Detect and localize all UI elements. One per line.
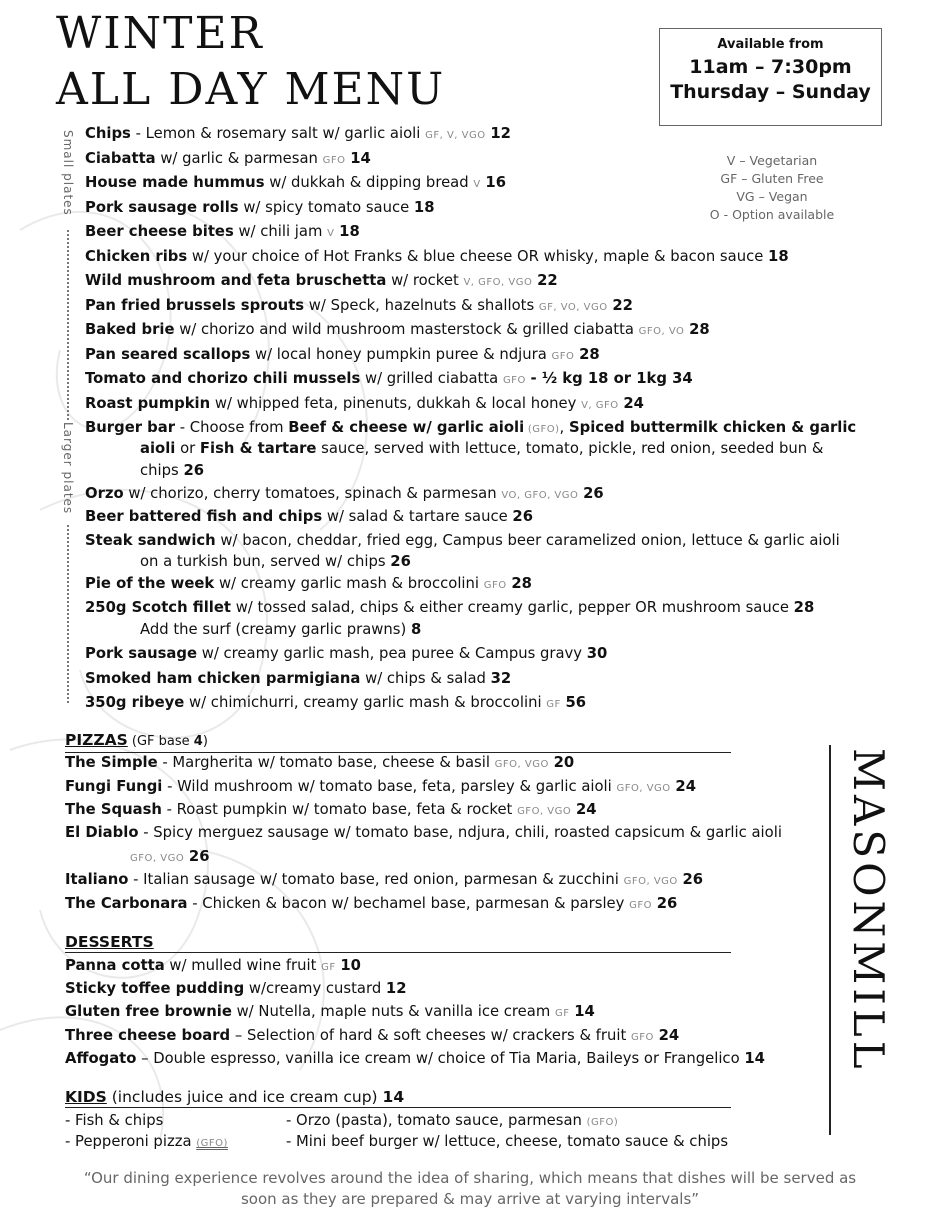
menu-item-scotch-fillet: 250g Scotch fillet w/ tossed salad, chips & either creamy garlic, pepper OR mushroom sauce 28 <box>85 599 815 616</box>
kids-item: - Mini beef burger w/ lettuce, cheese, tomato sauce & chips <box>286 1133 729 1150</box>
dessert-item: Sticky toffee pudding w/creamy custard 12 <box>65 980 407 997</box>
quote-line1: “Our dining experience revolves around the idea of sharing, which means that dishes will be served as <box>83 1169 857 1187</box>
sharing-quote <box>60 1168 880 1210</box>
legend-item: GF – Gluten Free <box>720 171 824 186</box>
logo-text: MASONMILL <box>844 748 893 1073</box>
small-plates-dots <box>67 230 69 420</box>
menu-item: Baked brie w/ chorizo and wild mushroom masterstock & grilled ciabatta GFO, VO 28 <box>85 321 710 338</box>
menu-item: Ciabatta w/ garlic & parmesan GFO 14 <box>85 150 371 167</box>
menu-item: Pan fried brussels sprouts w/ Speck, hazelnuts & shallots GF, VO, VGO 22 <box>85 297 633 314</box>
menu-item: Pork sausage w/ creamy garlic mash, pea puree & Campus gravy 30 <box>85 645 608 662</box>
menu-item-steak-sandwich-line2: on a turkish bun, served w/ chips 26 <box>140 553 411 570</box>
pizza-item: Italiano - Italian sausage w/ tomato base, red onion, parmesan & zucchini GFO, VGO 26 <box>65 871 704 888</box>
larger-plates-dots <box>67 525 69 703</box>
desserts-heading: DESSERTS <box>65 932 731 953</box>
menu-item: Beer cheese bites w/ chili jam V 18 <box>85 223 360 240</box>
menu-item-burger-bar: Burger bar - Choose from Beef & cheese w/ garlic aioli (GFO), Spiced buttermilk chicken & garlic <box>85 419 857 436</box>
kids-item: - Fish & chips <box>65 1112 164 1129</box>
menu-item-pie: Pie of the week w/ creamy garlic mash & broccolini GFO 28 <box>85 575 532 592</box>
menu-item-scotch-fillet-addon: Add the surf (creamy garlic prawns) 8 <box>140 621 422 638</box>
menu-item: Chicken ribs w/ your choice of Hot Franks & blue cheese OR whisky, maple & bacon sauce 18 <box>85 248 789 265</box>
menu-item: Orzo w/ chorizo, cherry tomatoes, spinach & parmesan VO, GFO, VGO 26 <box>85 485 604 502</box>
legend-item: V – Vegetarian <box>726 153 818 168</box>
kids-item: - Pepperoni pizza (GFO) <box>65 1133 228 1150</box>
menu-item: Wild mushroom and feta bruschetta w/ rocket V, GFO, VGO 22 <box>85 272 558 289</box>
menu-item-burger-bar-line2: aioli or Fish & tartare sauce, served with lettuce, tomato, pickle, red onion, seeded bun & <box>140 440 824 457</box>
menu-item: Smoked ham chicken parmigiana w/ chips & salad 32 <box>85 670 512 687</box>
quote-line2: soon as they are prepared & may arrive at varying intervals” <box>240 1190 700 1208</box>
menu-item: Beer battered fish and chips w/ salad & tartare sauce 26 <box>85 508 534 525</box>
dessert-item: Three cheese board – Selection of hard & soft cheeses w/ crackers & fruit GFO 24 <box>65 1027 680 1044</box>
menu-title-line2: ALL DAY MENU <box>56 64 446 115</box>
larger-plates-label: Larger plates <box>61 422 75 515</box>
availability-box <box>659 28 882 126</box>
pizza-item: The Simple - Margherita w/ tomato base, cheese & basil GFO, VGO 20 <box>65 754 575 771</box>
dietary-legend <box>690 152 854 224</box>
pizza-item: Fungi Fungi - Wild mushroom w/ tomato base, feta, parsley & garlic aioli GFO, VGO 24 <box>65 778 696 795</box>
logo-divider <box>829 745 831 1135</box>
menu-item: Tomato and chorizo chili mussels w/ grilled ciabatta GFO - ½ kg 18 or 1kg 34 <box>85 370 693 387</box>
pizzas-heading: PIZZAS (GF base 4) <box>65 730 731 753</box>
pizza-item: The Squash - Roast pumpkin w/ tomato base, feta & rocket GFO, VGO 24 <box>65 801 597 818</box>
menu-item-burger-bar-line3: chips 26 <box>140 462 205 479</box>
menu-item-steak-sandwich: Steak sandwich w/ bacon, cheddar, fried egg, Campus beer caramelized onion, lettuce & garlic aioli <box>85 532 840 549</box>
availability-label: Available from <box>717 37 824 52</box>
dessert-item: Panna cotta w/ mulled wine fruit GF 10 <box>65 957 361 974</box>
pizza-el-diablo-line2: GFO, VGO 26 <box>130 848 210 865</box>
legend-item: VG – Vegan <box>736 189 808 204</box>
menu-item: Chips - Lemon & rosemary salt w/ garlic aioli GF, V, VGO 12 <box>85 125 511 142</box>
pizza-el-diablo: El Diablo - Spicy merguez sausage w/ tomato base, ndjura, chili, roasted capsicum & garlic aioli <box>65 824 782 841</box>
availability-days: Thursday – Sunday <box>670 81 871 103</box>
small-plates-label: Small plates <box>61 130 75 216</box>
availability-hours: 11am – 7:30pm <box>689 56 852 78</box>
course-divider <box>62 130 74 705</box>
menu-item: Pan seared scallops w/ local honey pumpkin puree & ndjura GFO 28 <box>85 346 600 363</box>
menu-item: Roast pumpkin w/ whipped feta, pinenuts, dukkah & local honey V, GFO 24 <box>85 395 644 412</box>
kids-item: - Orzo (pasta), tomato sauce, parmesan (GFO) <box>286 1112 619 1129</box>
menu-item: Pork sausage rolls w/ spicy tomato sauce 18 <box>85 199 435 216</box>
kids-heading: KIDS (includes juice and ice cream cup) 14 <box>65 1087 731 1108</box>
dessert-item: Affogato – Double espresso, vanilla ice cream w/ choice of Tia Maria, Baileys or Frangelico 14 <box>65 1050 765 1067</box>
dessert-item: Gluten free brownie w/ Nutella, maple nuts & vanilla ice cream GF 14 <box>65 1003 595 1020</box>
menu-item: House made hummus w/ dukkah & dipping bread V 16 <box>85 174 506 191</box>
pizza-item: The Carbonara - Chicken & bacon w/ bechamel base, parmesan & parsley GFO 26 <box>65 895 678 912</box>
masonmill-logo <box>845 748 895 1138</box>
legend-item: O - Option available <box>709 207 835 222</box>
menu-item: 350g ribeye w/ chimichurri, creamy garlic mash & broccolini GF 56 <box>85 694 587 711</box>
menu-title-line1: WINTER <box>56 8 264 59</box>
